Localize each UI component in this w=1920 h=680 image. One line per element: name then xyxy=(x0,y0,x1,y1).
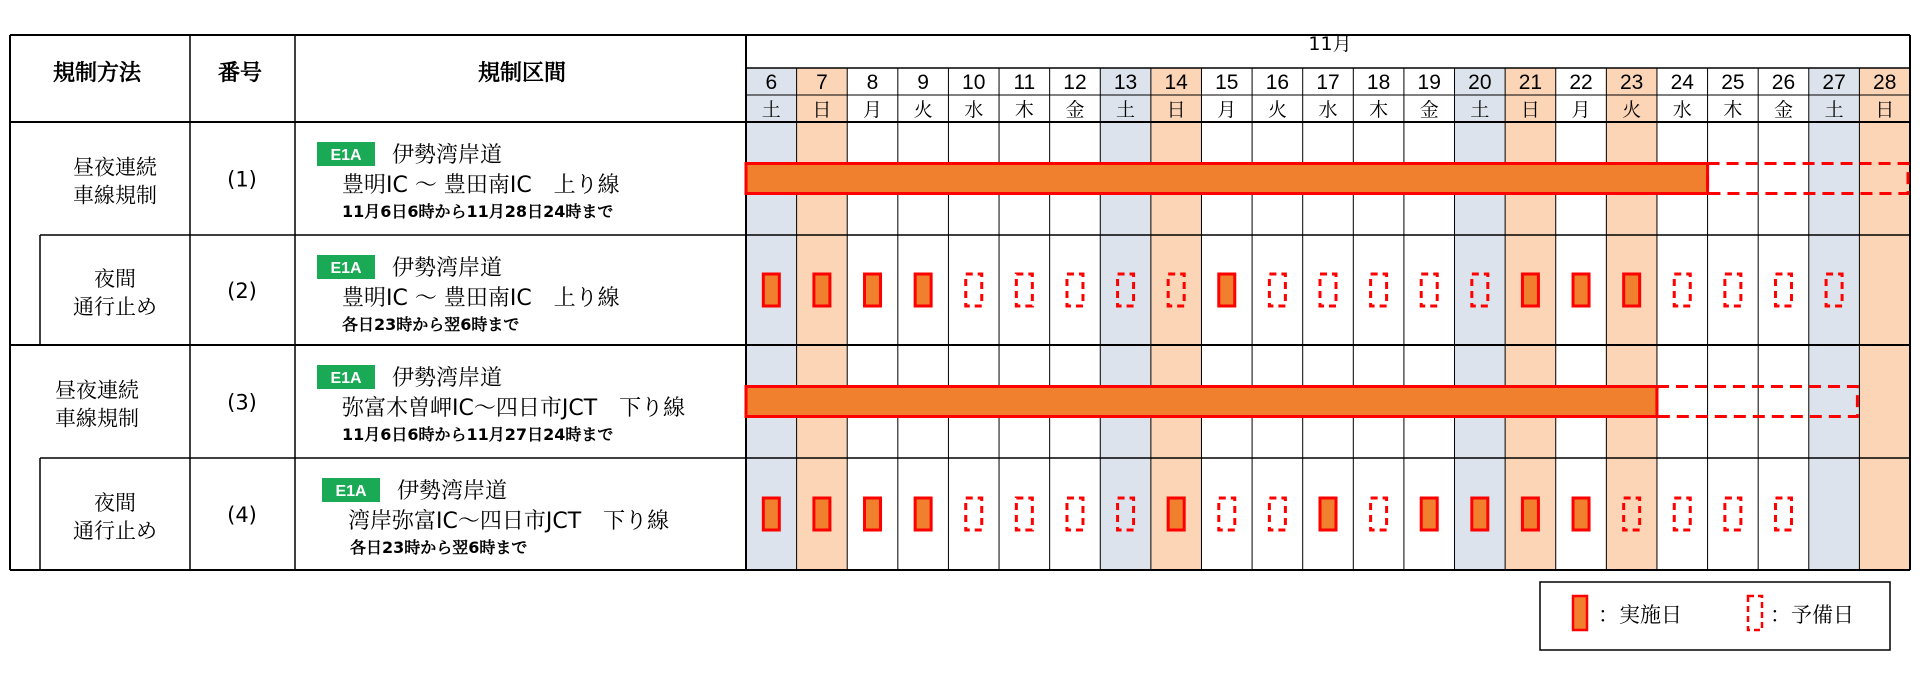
route-badge-label: E1A xyxy=(330,370,362,387)
implementation-mark xyxy=(1573,498,1589,530)
weekday-label: 土 xyxy=(1116,99,1136,121)
weekday-label: 木 xyxy=(1014,99,1034,121)
weekday-label: 月 xyxy=(863,99,883,121)
day-number: 21 xyxy=(1518,71,1543,94)
day-number: 6 xyxy=(765,71,778,94)
legend xyxy=(1540,582,1890,650)
header-method: 規制方法 xyxy=(52,61,142,86)
weekday-label: 金 xyxy=(1773,99,1793,121)
day-number: 17 xyxy=(1316,71,1340,94)
implementation-mark xyxy=(865,498,881,530)
day-number: 14 xyxy=(1164,71,1188,94)
weekday-label: 日 xyxy=(1875,99,1895,121)
implementation-mark xyxy=(1320,498,1336,530)
day-number: 22 xyxy=(1569,71,1593,94)
weekday-label: 水 xyxy=(1672,99,1692,121)
day-number: 16 xyxy=(1265,71,1290,94)
reserve-mark xyxy=(1067,498,1083,530)
implementation-mark xyxy=(763,498,779,530)
day-number: 26 xyxy=(1771,71,1796,94)
section-name: 豊明IC ～ 豊田南IC 上り線 xyxy=(342,286,620,311)
implementation-bar xyxy=(746,164,1708,194)
section-name: 湾岸弥富IC～四日市JCT 下り線 xyxy=(348,509,670,534)
row-number: (4) xyxy=(227,503,257,527)
period-text: 各日23時から翌6時まで xyxy=(350,538,528,557)
row-method: 昼夜連続 xyxy=(73,155,157,180)
weekday-label: 土 xyxy=(1824,99,1844,121)
reserve-mark xyxy=(1371,498,1387,530)
reserve-mark xyxy=(1421,274,1437,306)
implementation-mark xyxy=(865,274,881,306)
day-number: 28 xyxy=(1873,71,1897,94)
reserve-mark xyxy=(1320,274,1336,306)
period-text: 各日23時から翌6時まで xyxy=(342,315,520,334)
weekday-label: 土 xyxy=(1470,99,1490,121)
implementation-mark xyxy=(763,274,779,306)
day-number: 18 xyxy=(1366,71,1391,94)
day-shading-21 xyxy=(1505,68,1556,570)
road-name: 伊勢湾岸道 xyxy=(392,366,503,391)
implementation-mark xyxy=(1472,498,1488,530)
day-number: 19 xyxy=(1417,71,1441,94)
row-number: (3) xyxy=(227,390,257,415)
section-name: 弥富木曽岬IC～四日市JCT 下り線 xyxy=(342,396,686,421)
day-number: 24 xyxy=(1670,71,1694,94)
road-name: 伊勢湾岸道 xyxy=(397,479,508,504)
implementation-bar xyxy=(746,387,1657,417)
period-text: 11月6日6時から11月27日24時まで xyxy=(342,425,614,444)
reserve-mark xyxy=(1674,498,1690,530)
day-number: 11 xyxy=(1013,71,1036,94)
schedule-marks xyxy=(746,164,1908,531)
reserve-mark xyxy=(1016,274,1032,306)
header-number: 番号 xyxy=(217,61,263,86)
weekday-label: 火 xyxy=(913,99,933,121)
weekday-label: 土 xyxy=(761,99,781,121)
row-method: 通行止め xyxy=(73,295,157,319)
implementation-mark xyxy=(915,498,931,530)
period-text: 11月6日6時から11月28日24時まで xyxy=(342,202,614,221)
day-shading-28 xyxy=(1859,68,1910,570)
implementation-mark xyxy=(1522,498,1538,530)
road-name: 伊勢湾岸道 xyxy=(392,143,503,168)
weekday-label: 日 xyxy=(812,99,832,121)
implementation-mark xyxy=(1219,274,1235,306)
implementation-mark xyxy=(1421,498,1437,530)
weekday-label: 木 xyxy=(1369,99,1389,121)
day-shading-23 xyxy=(1606,68,1657,570)
reserve-mark xyxy=(966,498,982,530)
day-number: 20 xyxy=(1468,71,1492,94)
reserve-mark xyxy=(1067,274,1083,306)
route-badge-label: E1A xyxy=(335,483,367,500)
legend-reserve-label: ：予備日 xyxy=(1770,603,1854,627)
weekday-label: 水 xyxy=(964,99,984,121)
weekday-label: 金 xyxy=(1419,99,1439,121)
route-badge-label: E1A xyxy=(330,260,362,277)
implementation-mark xyxy=(814,274,830,306)
implementation-mark xyxy=(1168,498,1184,530)
row-method: 車線規制 xyxy=(73,183,157,208)
weekday-label: 火 xyxy=(1267,99,1287,121)
reserve-mark xyxy=(1269,498,1285,530)
road-name: 伊勢湾岸道 xyxy=(392,256,503,281)
reserve-mark xyxy=(1219,498,1235,530)
section-name: 豊明IC ～ 豊田南IC 上り線 xyxy=(342,173,620,198)
legend-implementation-label: ：実施日 xyxy=(1598,603,1682,627)
day-shading-13 xyxy=(1100,68,1151,570)
day-number: 15 xyxy=(1215,71,1239,94)
day-shading-20 xyxy=(1455,68,1506,570)
row-number: (1) xyxy=(227,167,257,192)
reserve-mark xyxy=(1016,498,1032,530)
weekday-label: 水 xyxy=(1318,99,1338,121)
reserve-mark xyxy=(1674,274,1690,306)
day-shading-14 xyxy=(1151,68,1202,570)
day-number: 27 xyxy=(1822,71,1846,94)
reserve-mark xyxy=(1371,274,1387,306)
reserve-mark xyxy=(1725,498,1741,530)
day-number: 13 xyxy=(1113,71,1138,94)
header-section: 規制区間 xyxy=(477,61,567,86)
day-number: 10 xyxy=(962,71,986,94)
reserve-mark xyxy=(1725,274,1741,306)
row-number: (2) xyxy=(227,279,257,303)
weekday-label: 日 xyxy=(1166,99,1186,121)
day-number: 8 xyxy=(866,71,879,94)
row-method: 夜間 xyxy=(94,491,136,515)
implementation-mark xyxy=(1573,274,1589,306)
reserve-mark xyxy=(1775,274,1791,306)
day-shading-7 xyxy=(797,68,848,570)
weekday-label: 木 xyxy=(1723,99,1743,121)
day-shading-6 xyxy=(746,68,797,570)
row-method: 車線規制 xyxy=(55,406,139,431)
weekday-label: 月 xyxy=(1217,99,1237,121)
weekday-label: 月 xyxy=(1571,99,1591,121)
day-shading-27 xyxy=(1809,68,1860,570)
day-number: 23 xyxy=(1619,71,1644,94)
implementation-mark xyxy=(1522,274,1538,306)
row-method: 通行止め xyxy=(73,519,157,543)
implementation-mark xyxy=(915,274,931,306)
day-number: 7 xyxy=(816,71,828,94)
weekday-label: 日 xyxy=(1520,99,1540,121)
reserve-mark xyxy=(1269,274,1285,306)
day-shading-layer xyxy=(746,68,1910,570)
route-badge-label: E1A xyxy=(330,147,362,164)
implementation-mark xyxy=(1624,274,1640,306)
row-method: 夜間 xyxy=(94,267,136,291)
weekday-label: 金 xyxy=(1065,99,1085,121)
day-number: 25 xyxy=(1721,71,1745,94)
header-month: 11月 xyxy=(1308,33,1352,55)
row-method: 昼夜連続 xyxy=(55,378,139,403)
reserve-mark xyxy=(966,274,982,306)
implementation-mark xyxy=(814,498,830,530)
weekday-label: 火 xyxy=(1622,99,1642,121)
legend-implementation-mark xyxy=(1573,596,1587,630)
day-number: 12 xyxy=(1063,71,1087,94)
day-number: 9 xyxy=(917,71,929,94)
reserve-mark xyxy=(1775,498,1791,530)
